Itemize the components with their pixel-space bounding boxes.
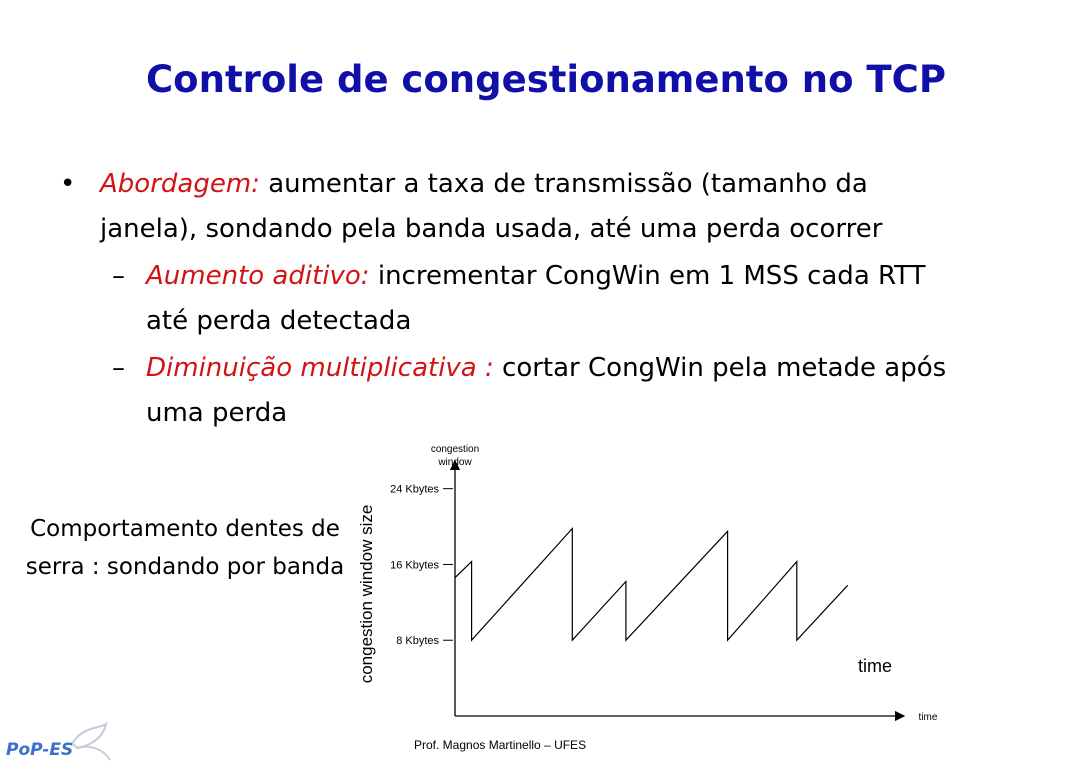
sub-bullet-text: cortar CongWin pela metade após uma perda: [146, 353, 947, 428]
sawtooth-chart: [340, 440, 938, 730]
bullet-dot: •: [60, 169, 76, 199]
sub-bullet-aumento: [112, 254, 970, 344]
y-axis-title-line2: window: [438, 457, 472, 468]
sub-bullet-dash: –: [112, 261, 125, 291]
sub-bullet-label: Aumento aditivo:: [146, 261, 370, 291]
footer-credit: Prof. Magnos Martinello – UFES: [414, 738, 587, 752]
sawtooth-series-line: [455, 529, 848, 641]
sub-bullet-text: incrementar CongWin em 1 MSS cada RTT até perda detectada: [146, 261, 926, 336]
bullet-text: aumentar a taxa de transmissão (tamanho da janela), sondando pela banda usada, até uma perda ocorrer: [100, 169, 883, 244]
sub-bullet-dash: –: [112, 353, 125, 383]
sawtooth-note: Comportamento dentes de serra : sondando por banda: [25, 516, 345, 580]
bullet-list: [60, 162, 970, 436]
inner-time-label: time: [857, 656, 893, 676]
y-tick-label: 16 Kbytes: [390, 559, 439, 572]
page-title: Controle de congestionamento no TCP: [146, 58, 946, 101]
y-tick-label: 8 Kbytes: [396, 635, 439, 648]
bullet-label: Abordagem:: [100, 169, 269, 199]
sub-bullet-diminuicao: [112, 346, 970, 436]
bullet-abordagem: [60, 162, 970, 252]
sub-bullet-label: Diminuição multiplicativa :: [146, 353, 494, 383]
y-axis-title-line1: congestion: [430, 444, 480, 455]
x-axis-title: time: [918, 712, 938, 723]
y-tick-label: 24 Kbytes: [390, 483, 439, 496]
rotated-axis-label: congestion window size: [357, 504, 376, 684]
logo-text: PoP-ES: [6, 740, 74, 760]
